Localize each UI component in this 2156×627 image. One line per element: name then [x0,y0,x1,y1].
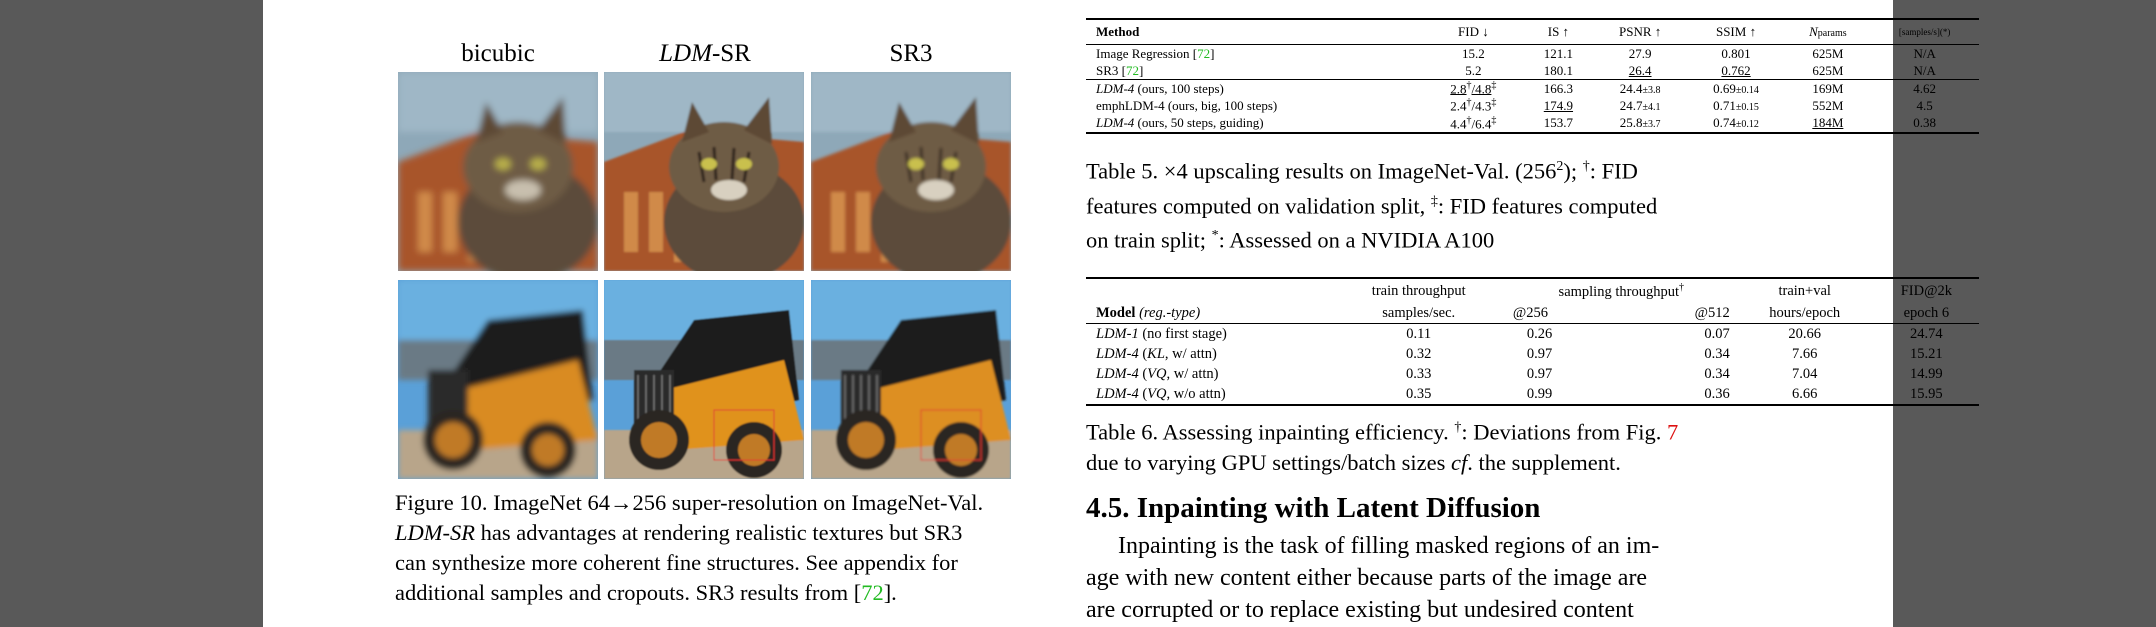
t5-row-2-is: 180.1 [1543,62,1574,78]
table-5 [1086,18,1979,134]
caption-line-4-close: ]. [883,580,897,605]
t6-row-3-s256: 0.97 [1526,365,1553,382]
t6-row-1-model: LDM-1 (no first stage) [1096,325,1227,342]
t5-row-3-n: 169M [1812,80,1844,96]
t5-row-5-ssim: 0.74±0.12 [1713,115,1759,131]
section-paragraph [1086,530,1979,626]
citation-link[interactable]: 72 [1125,62,1139,78]
ldm-italic: LDM [659,40,712,67]
t5-row-5-fid: 4.4†/6.4‡ [1450,114,1497,131]
t6-row-3-hours: 7.04 [1792,365,1818,382]
t6-row-4-hours: 6.66 [1792,385,1818,402]
t5-row-2-method: SR3 [72] [1096,62,1144,78]
cat-ldm-sr-image [604,72,804,271]
figure-10-caption [395,488,1025,608]
para-line-2: age with new content either because parts of the image are [1086,565,1648,591]
t5-header-nparams [1785,19,1870,45]
t5-row-2-n: 625M [1812,62,1844,78]
t6-header-hours: hours/epoch [1769,304,1841,321]
car-ldm-sr-image [604,280,804,479]
sr-suffix: -SR [711,40,751,67]
t5-row-5-method: LDM-4 (ours, 50 steps, guiding) [1096,115,1264,131]
t6-row-4-model: LDM-4 (VQ, w/o attn) [1096,385,1226,402]
t5-row-4-psnr: 24.7±4.1 [1619,97,1661,113]
t5-row-2-psnr: 26.4 [1628,62,1652,78]
t5-row-4-is: 174.9 [1543,97,1574,113]
t5-row-3-fid: 2.8†/4.8‡ [1450,80,1497,97]
caption-italic: LDM-SR [395,520,475,545]
t5-row-4-s: 4.5 [1916,97,1933,113]
t6-header-train: train throughput [1371,282,1466,299]
caption-line-4-text: additional samples and cropouts. SR3 results from [ [395,580,862,605]
t5-header-fid: FID ↓ [1458,24,1489,39]
t5-row-3-is: 166.3 [1543,80,1574,96]
t6-cap-line-1: Table 6. Assessing inpainting efficiency. †: Deviations from Fig. 7 [1086,419,1679,445]
t6-header-512: @512 [1694,304,1730,321]
caption-line-1: Figure 10. ImageNet 64→256 super-resolution on ImageNet-Val. [395,490,984,515]
t5-row-5-psnr: 25.8±3.7 [1619,115,1661,131]
t6-row-2-train: 0.32 [1406,345,1432,362]
para-line-3: are corrupted or to replace existing but undesired content [1086,597,1634,623]
t5-cap-line-1: Table 5. ×4 upscaling results on ImageNet-Val. $(256^2)$; †: FID [1086,158,1638,184]
t6-header-fid: FID@2k [1900,282,1952,299]
t6-row-3-s512: 0.34 [1704,365,1730,382]
section-heading: 4.5. Inpainting with Latent Diffusion [1086,492,1541,524]
t6-row-1-fid: 24.74 [1910,325,1943,342]
caption-line-2 [395,518,1025,548]
t6-header-samples: samples/sec. [1382,304,1456,321]
t5-row-4-fid: 2.4†/4.3‡ [1450,97,1497,114]
t5-header-is: IS ↑ [1547,24,1570,39]
t6-row-2-fid: 15.21 [1910,345,1943,362]
t5-row-3-s: 4.62 [1913,80,1937,96]
col-label-ldm-sr [605,40,805,68]
t5-row-1-is: 121.1 [1543,45,1574,61]
t6-row-2-s256: 0.97 [1526,345,1553,362]
t6-row-1-hours: 20.66 [1788,325,1822,342]
n-italic: N [1809,24,1818,39]
para-line-1: Inpainting is the task of filling masked regions of an im- [1118,533,1660,559]
params-sub: params [1817,28,1847,39]
citation-link[interactable]: 72 [861,580,884,605]
t5-cap-line-2: features computed on validation split, ‡: FID features computed [1086,193,1658,218]
caption-line-2-text: has advantages at rendering realistic textures but SR3 [480,520,963,545]
t5-header-samples: [samples/s](*) [1898,27,1951,37]
t5-row-1-n: 625M [1812,45,1844,61]
t6-row-1-s512: 0.07 [1704,325,1730,342]
table-6-caption [1086,413,1979,478]
t6-row-4-s512: 0.36 [1704,385,1730,402]
t6-row-3-train: 0.33 [1406,365,1432,382]
table-5-caption [1086,152,1979,256]
t6-header-epoch: epoch 6 [1903,304,1950,321]
car-sr3-image [811,280,1011,479]
caption-line-3: can synthesize more coherent fine structures. See appendix for [395,550,958,575]
t6-row-2-model: LDM-4 (KL, w/ attn) [1096,345,1217,362]
t6-header-model: Model (reg.-type) [1096,304,1201,321]
t5-header-psnr: PSNR ↑ [1619,24,1662,39]
t5-row-2-fid: 5.2 [1465,62,1482,78]
paper-page [263,0,1952,627]
figure-ref-link[interactable]: 7 [1666,419,1679,445]
t5-row-1-psnr: 27.9 [1628,45,1652,61]
cat-sr3-image [811,72,1011,271]
citation-link[interactable]: 72 [1197,45,1211,61]
t6-row-4-s256: 0.99 [1526,385,1553,402]
t6-row-4-fid: 15.95 [1910,385,1943,402]
car-bicubic-image [398,280,598,479]
t5-row-5-s: 0.38 [1913,115,1937,131]
t5-row-1-fid: 15.2 [1461,45,1485,61]
t6-row-3-fid: 14.99 [1910,365,1943,382]
t6-header-sampling: sampling throughput† [1558,281,1684,300]
col-label-sr3: SR3 [889,40,933,67]
t6-row-3-model: LDM-4 (VQ, w/ attn) [1096,365,1219,382]
t5-row-3-method: LDM-4 (ours, 100 steps) [1096,80,1224,96]
t5-row-2-s: N/A [1913,62,1936,78]
t6-row-4-train: 0.35 [1406,385,1432,402]
caption-line-4 [395,578,1025,608]
t6-cap-line-2: due to varying GPU settings/batch sizes cf. the supplement. [1086,449,1621,475]
t6-row-1-s256: 0.26 [1526,325,1553,342]
t5-row-4-method: emphLDM-4 (ours, big, 100 steps) [1096,97,1278,113]
t5-row-4-n: 552M [1812,97,1844,113]
t5-row-1-method: Image Regression [72] [1096,45,1215,61]
t5-row-4-ssim: 0.71±0.15 [1713,97,1759,113]
table-6 [1086,277,1979,406]
col-label-bicubic: bicubic [461,40,535,67]
t6-row-1-train: 0.11 [1406,325,1432,342]
t5-row-5-is: 153.7 [1543,115,1574,131]
t5-row-2-ssim: 0.762 [1721,62,1751,78]
t6-row-2-s512: 0.34 [1704,345,1730,362]
t5-row-5-n: 184M [1812,115,1844,131]
t5-cap-line-3: on train split; *: Assessed on a NVIDIA A100 [1086,227,1495,253]
t5-header-method: Method [1096,24,1140,39]
cat-bicubic-image [398,72,598,271]
t5-row-3-psnr: 24.4±3.8 [1619,80,1661,96]
t5-row-3-ssim: 0.69±0.14 [1713,80,1759,96]
t6-header-256: @256 [1512,304,1548,321]
t5-row-1-ssim: 0.801 [1721,45,1751,61]
t5-header-ssim: SSIM ↑ [1715,24,1757,39]
t6-row-2-hours: 7.66 [1792,345,1818,362]
t5-row-1-s: N/A [1913,45,1936,61]
t6-header-trainval: train+val [1778,282,1831,299]
